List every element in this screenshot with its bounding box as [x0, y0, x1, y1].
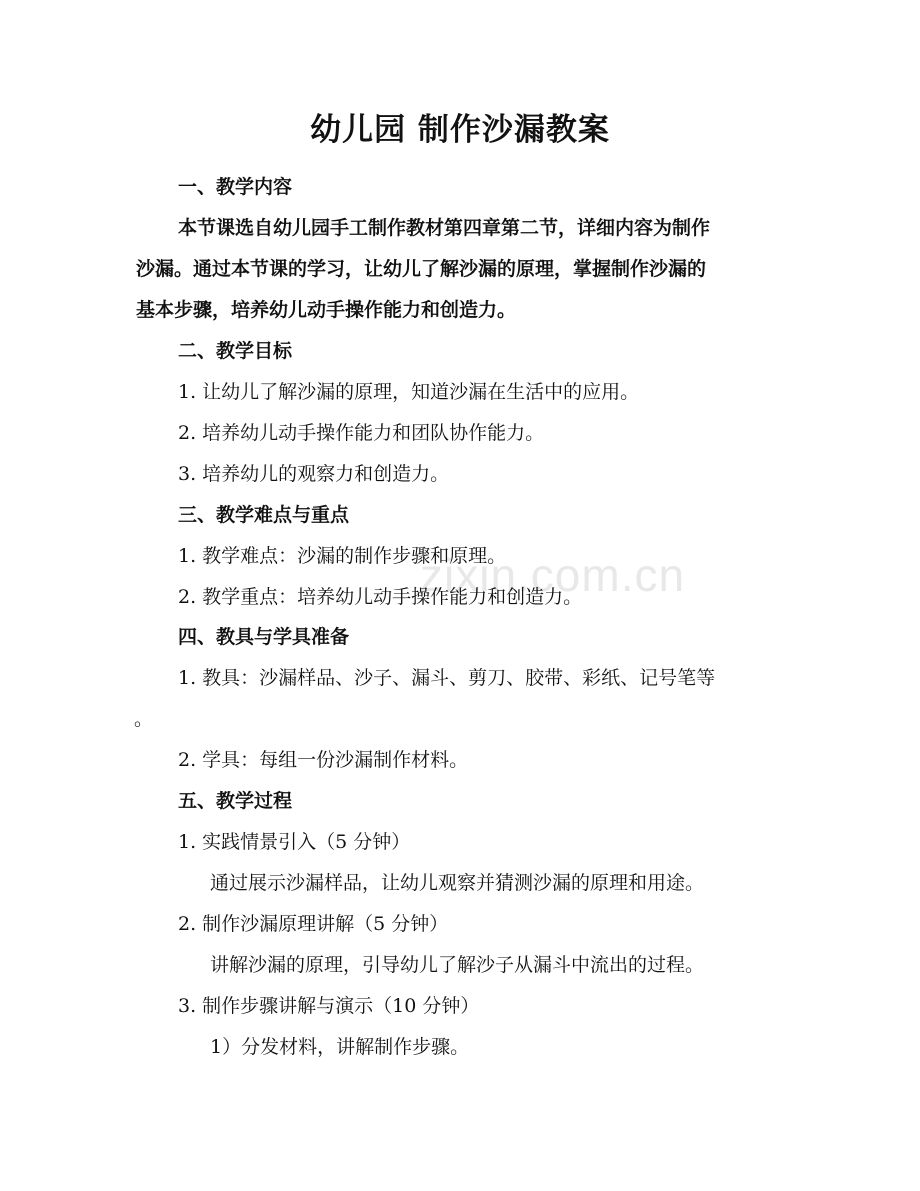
objective-item: 1. 让幼儿了解沙漏的原理，知道沙漏在生活中的应用。: [178, 381, 640, 403]
key-point-item: 2. 教学重点：培养幼儿动手操作能力和创造力。: [178, 586, 583, 608]
process-step-3-substep-1: 1）分发材料，讲解制作步骤。: [210, 1036, 470, 1058]
section-heading-key-points: 三、教学难点与重点: [178, 504, 350, 526]
section-heading-content: 一、教学内容: [178, 176, 293, 198]
process-step-2: 2. 制作沙漏原理讲解（5 分钟）: [178, 913, 449, 935]
materials-item-1-continued: 。: [134, 708, 154, 730]
process-step-1: 1. 实践情景引入（5 分钟）: [178, 831, 411, 853]
objective-item: 2. 培养幼儿动手操作能力和团队协作能力。: [178, 422, 545, 444]
process-step-3: 3. 制作步骤讲解与演示（10 分钟）: [178, 995, 480, 1017]
process-step-1-description: 通过展示沙漏样品，让幼儿观察并猜测沙漏的原理和用途。: [210, 872, 705, 894]
content-paragraph-line-2: 沙漏。通过本节课的学习，让幼儿了解沙漏的原理，掌握制作沙漏的: [136, 258, 707, 280]
materials-item-2: 2. 学具：每组一份沙漏制作材料。: [178, 749, 469, 771]
section-heading-objectives: 二、教学目标: [178, 340, 293, 362]
watermark: zixin.com.cn: [420, 549, 686, 601]
section-heading-materials: 四、教具与学具准备: [178, 626, 350, 648]
content-paragraph-line-1: 本节课选自幼儿园手工制作教材第四章第二节，详细内容为制作: [178, 217, 711, 239]
materials-item-1: 1. 教具：沙漏样品、沙子、漏斗、剪刀、胶带、彩纸、记号笔等: [178, 667, 716, 689]
content-paragraph-line-3: 基本步骤，培养幼儿动手操作能力和创造力。: [136, 299, 517, 321]
page-title: 幼儿园 制作沙漏教案: [310, 112, 610, 148]
key-point-item: 1. 教学难点：沙漏的制作步骤和原理。: [178, 545, 507, 567]
section-heading-process: 五、教学过程: [178, 790, 293, 812]
process-step-2-description: 讲解沙漏的原理，引导幼儿了解沙子从漏斗中流出的过程。: [210, 954, 705, 976]
objective-item: 3. 培养幼儿的观察力和创造力。: [178, 463, 450, 485]
